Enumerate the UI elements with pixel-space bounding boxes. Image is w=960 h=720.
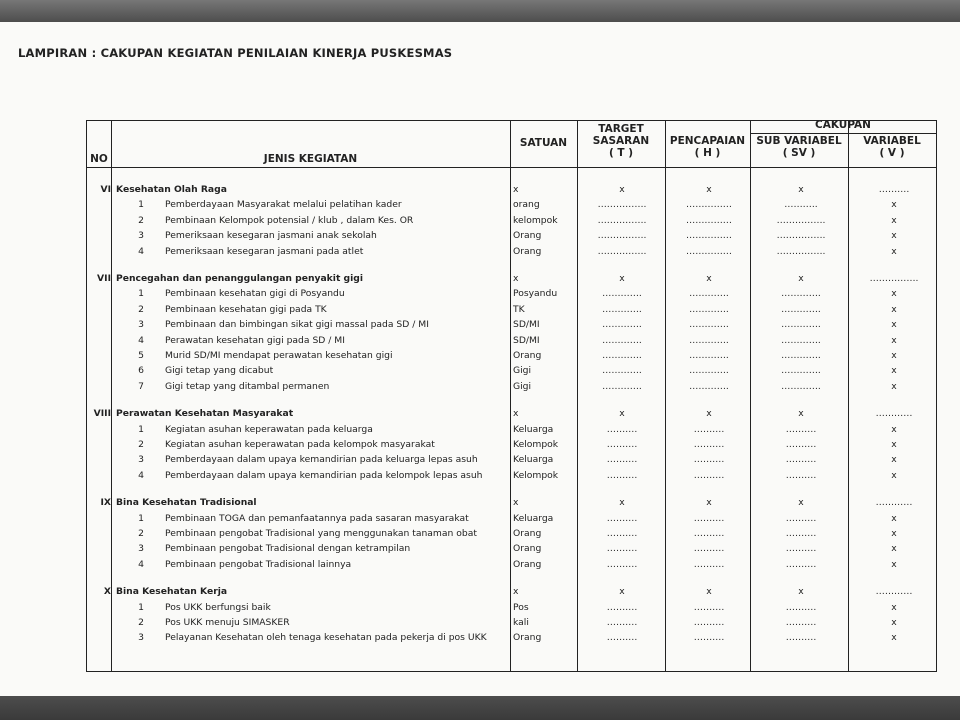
table-row [87, 317, 936, 332]
table-row [87, 452, 936, 467]
row-pencapaian: ………. [693, 423, 725, 435]
row-variabel: x [891, 439, 897, 450]
row-satuan: Kelompok [513, 469, 559, 481]
row-satuan: Orang [513, 632, 542, 644]
group-row [87, 584, 936, 599]
header-variabel [848, 135, 936, 159]
row-activity-name: Perawatan kesehatan gigi pada SD / MI [165, 334, 345, 346]
row-satuan: Keluarga [513, 512, 554, 524]
row-satuan: x [513, 273, 519, 284]
row-satuan: orang [513, 199, 540, 211]
header-target-line1: TARGET [598, 123, 644, 135]
row-pencapaian: ………. [693, 617, 725, 628]
row-target: …………. [602, 303, 642, 315]
row-variabel: ………… [875, 408, 913, 420]
row-variabel: x [891, 454, 897, 466]
row-variabel: x [891, 543, 897, 555]
row-activity-name: Gigi tetap yang ditambal permanen [165, 380, 330, 392]
row-satuan: Orang [513, 245, 542, 257]
table-row [87, 379, 936, 394]
row-sub-variabel: …………. [781, 303, 821, 315]
row-pencapaian: ………. [693, 439, 725, 450]
row-sub-variabel: x [798, 273, 804, 284]
row-target: ………. [606, 439, 638, 450]
row-pencapaian: …………. [689, 334, 729, 346]
row-activity-name: Kegiatan asuhan keperawatan pada kelompok masyarakat [165, 439, 435, 450]
row-sub-variabel: ………. [785, 512, 817, 524]
row-item-number: 3 [138, 319, 144, 331]
row-sub-variabel: ………. [785, 558, 817, 570]
row-target: x [619, 408, 625, 420]
table-row [87, 333, 936, 348]
row-variabel: ………… [875, 586, 913, 598]
row-pencapaian: ………. [693, 558, 725, 570]
row-activity-name: Pos UKK berfungsi baik [165, 601, 271, 613]
row-pencapaian: ………. [693, 543, 725, 555]
row-variabel: x [891, 558, 897, 570]
row-target: ……………. [597, 245, 647, 257]
table-row [87, 302, 936, 317]
row-sub-variabel: ………. [785, 423, 817, 435]
row-target: x [619, 184, 625, 195]
row-pencapaian: ………. [693, 454, 725, 466]
row-sub-variabel: …………. [781, 365, 821, 377]
header-v-line1: VARIABEL [863, 135, 921, 147]
row-variabel: x [891, 512, 897, 524]
row-pencapaian: x [706, 184, 712, 195]
row-no: VIII [93, 408, 111, 420]
row-sub-variabel: ……………. [776, 230, 826, 242]
row-activity-name: Kesehatan Olah Raga [116, 184, 227, 195]
row-satuan: Pos [513, 601, 529, 613]
row-item-number: 4 [138, 245, 144, 257]
header-target-line2: SASARAN [592, 135, 650, 147]
table-row [87, 348, 936, 363]
row-satuan: x [513, 408, 519, 420]
row-target: …………. [602, 288, 642, 300]
row-activity-name: Pembinaan pengobat Tradisional lainnya [165, 558, 352, 570]
row-item-number: 5 [138, 350, 144, 361]
row-target: ………. [606, 632, 638, 644]
row-satuan: SD/MI [513, 334, 540, 346]
table-row [87, 363, 936, 378]
row-sub-variabel: ………. [785, 543, 817, 555]
row-variabel: x [891, 245, 897, 257]
row-satuan: Orang [513, 350, 542, 361]
row-pencapaian: ………. [693, 632, 725, 644]
row-item-number: 1 [138, 512, 144, 524]
row-variabel: x [891, 199, 897, 211]
row-target: ………. [606, 528, 638, 539]
row-activity-name: Pemberdayaan dalam upaya kemandirian pada keluarga lepas asuh [165, 454, 478, 466]
row-target: …………. [602, 380, 642, 392]
row-target: ………. [606, 558, 638, 570]
header-target-line3: ( T ) [608, 147, 634, 159]
row-item-number: 4 [138, 334, 144, 346]
row-no: VI [100, 184, 111, 195]
table-row [87, 286, 936, 301]
table-row [87, 541, 936, 556]
row-activity-name: Kegiatan asuhan keperawatan pada keluarga [165, 423, 373, 435]
slide-top-bar [0, 0, 960, 22]
row-variabel: x [891, 601, 897, 613]
row-pencapaian: …………… [686, 214, 732, 226]
row-item-number: 1 [138, 199, 144, 211]
row-activity-name: Bina Kesehatan Tradisional [116, 497, 257, 509]
row-sub-variabel: ……………. [776, 214, 826, 226]
table-row [87, 244, 936, 259]
row-item-number: 2 [138, 214, 144, 226]
table-row [87, 600, 936, 615]
row-sub-variabel: x [798, 586, 804, 598]
row-target: ………. [606, 454, 638, 466]
row-activity-name: Pembinaan kesehatan gigi di Posyandu [165, 288, 345, 300]
row-satuan: Orang [513, 543, 542, 555]
row-sub-variabel: x [798, 497, 804, 509]
row-item-number: 2 [138, 303, 144, 315]
row-activity-name: Gigi tetap yang dicabut [165, 365, 274, 377]
header-bottom-line [87, 167, 936, 168]
table-row [87, 213, 936, 228]
row-item-number: 1 [138, 423, 144, 435]
row-activity-name: Pembinaan pengobat Tradisional yang menggunakan tanaman obat [165, 528, 477, 539]
row-satuan: Keluarga [513, 454, 554, 466]
row-sub-variabel: ………. [785, 439, 817, 450]
row-activity-name: Pembinaan pengobat Tradisional dengan ketrampilan [165, 543, 411, 555]
row-pencapaian: …………. [689, 303, 729, 315]
header-target [577, 123, 665, 159]
row-activity-name: Pencegahan dan penanggulangan penyakit gigi [116, 273, 363, 284]
row-variabel: x [891, 334, 897, 346]
row-pencapaian: ………. [693, 469, 725, 481]
row-variabel: x [891, 365, 897, 377]
table-row [87, 422, 936, 437]
row-variabel: x [891, 617, 897, 628]
row-target: ……………. [597, 230, 647, 242]
row-sub-variabel: x [798, 408, 804, 420]
row-activity-name: Pemeriksaan kesegaran jasmani pada atlet [165, 245, 364, 257]
row-satuan: kali [513, 617, 529, 628]
row-satuan: Orang [513, 528, 542, 539]
row-activity-name: Pelayanan Kesehatan oleh tenaga kesehatan pada pekerja di pos UKK [165, 632, 487, 644]
table-row [87, 511, 936, 526]
table-row [87, 615, 936, 630]
row-item-number: 1 [138, 601, 144, 613]
slide-bottom-bar [0, 696, 960, 720]
group-row [87, 271, 936, 286]
row-target: …………. [602, 334, 642, 346]
activity-table [86, 120, 937, 672]
row-activity-name: Pemeriksaan kesegaran jasmani anak sekolah [165, 230, 377, 242]
row-target: ………. [606, 423, 638, 435]
row-activity-name: Pembinaan Kelompok potensial / klub , dalam Kes. OR [165, 214, 414, 226]
row-variabel: ………… [875, 497, 913, 509]
row-pencapaian: ………. [693, 512, 725, 524]
row-pencapaian: x [706, 586, 712, 598]
row-item-number: 2 [138, 528, 144, 539]
row-target: ………. [606, 543, 638, 555]
row-target: x [619, 497, 625, 509]
row-item-number: 3 [138, 230, 144, 242]
header-sv-line2: ( SV ) [782, 147, 816, 159]
row-activity-name: Pemberdayaan dalam upaya kemandirian pada kelompok lepas asuh [165, 469, 483, 481]
row-pencapaian: x [706, 497, 712, 509]
row-pencapaian: x [706, 273, 712, 284]
row-sub-variabel: ……………. [776, 245, 826, 257]
table-row [87, 468, 936, 483]
header-pencapaian-line1: PENCAPAIAN [669, 135, 746, 147]
row-target: …………. [602, 319, 642, 331]
header-satuan: SATUAN [519, 137, 568, 149]
row-satuan: Posyandu [513, 288, 558, 300]
row-satuan: x [513, 497, 519, 509]
row-item-number: 4 [138, 558, 144, 570]
header-sv-line1: SUB VARIABEL [756, 135, 842, 147]
row-variabel: x [891, 288, 897, 300]
row-target: …………. [602, 365, 642, 377]
row-pencapaian: ………. [693, 601, 725, 613]
row-pencapaian: …………… [686, 199, 732, 211]
row-activity-name: Bina Kesehatan Kerja [116, 586, 228, 598]
row-satuan: TK [513, 303, 525, 315]
row-sub-variabel: …………. [781, 288, 821, 300]
row-satuan: x [513, 586, 519, 598]
row-satuan: Orang [513, 558, 542, 570]
row-sub-variabel: …………. [781, 319, 821, 331]
row-activity-name: Pembinaan dan bimbingan sikat gigi massal pada SD / MI [165, 319, 429, 331]
row-no: IX [100, 497, 111, 509]
row-satuan: Keluarga [513, 423, 554, 435]
row-variabel: ………. [878, 184, 910, 195]
row-sub-variabel: ………. [785, 632, 817, 644]
row-satuan: Orang [513, 230, 542, 242]
row-activity-name: Pembinaan TOGA dan pemanfaatannya pada sasaran masyarakat [165, 512, 469, 524]
row-pencapaian: …………. [689, 288, 729, 300]
row-sub-variabel: …………. [781, 334, 821, 346]
row-item-number: 2 [138, 617, 144, 628]
row-target: …………. [602, 350, 642, 361]
row-satuan: x [513, 184, 519, 195]
row-pencapaian: …………. [689, 380, 729, 392]
row-activity-name: Pemberdayaan Masyarakat melalui pelatihan kader [165, 199, 402, 211]
row-pencapaian: …………… [686, 230, 732, 242]
row-variabel: ……………. [869, 273, 919, 284]
header-pencapaian-line2: ( H ) [694, 147, 721, 159]
row-sub-variabel: …………. [781, 380, 821, 392]
row-sub-variabel: ……….. [784, 199, 818, 211]
row-item-number: 6 [138, 365, 144, 377]
header-sub-variabel [750, 135, 848, 159]
row-target: x [619, 586, 625, 598]
header-jenis-kegiatan: JENIS KEGIATAN [263, 153, 358, 165]
row-activity-name: Pos UKK menuju SIMASKER [165, 617, 290, 628]
row-sub-variabel: …………. [781, 350, 821, 361]
row-variabel: x [891, 469, 897, 481]
row-target: ………. [606, 512, 638, 524]
row-satuan: Gigi [513, 380, 532, 392]
row-target: ………. [606, 617, 638, 628]
page-title: LAMPIRAN : CAKUPAN KEGIATAN PENILAIAN KINERJA PUSKESMAS [18, 46, 453, 60]
row-no: VII [97, 273, 111, 284]
table-row [87, 526, 936, 541]
row-sub-variabel: ………. [785, 601, 817, 613]
row-variabel: x [891, 380, 897, 392]
row-pencapaian: …………. [689, 365, 729, 377]
row-sub-variabel: x [798, 184, 804, 195]
row-target: ……………. [597, 199, 647, 211]
row-variabel: x [891, 632, 897, 644]
row-variabel: x [891, 528, 897, 539]
row-target: ………. [606, 469, 638, 481]
row-variabel: x [891, 230, 897, 242]
header-no: NO [90, 153, 108, 165]
row-item-number: 3 [138, 632, 144, 644]
row-variabel: x [891, 214, 897, 226]
row-target: ………. [606, 601, 638, 613]
table-row [87, 437, 936, 452]
row-no: X [103, 586, 111, 598]
group-row [87, 495, 936, 510]
row-sub-variabel: ………. [785, 454, 817, 466]
row-pencapaian: …………. [689, 350, 729, 361]
header-v-line2: ( V ) [879, 147, 905, 159]
row-sub-variabel: ………. [785, 617, 817, 628]
row-variabel: x [891, 350, 897, 361]
row-item-number: 7 [138, 380, 144, 392]
row-pencapaian: ………. [693, 528, 725, 539]
row-variabel: x [891, 303, 897, 315]
row-pencapaian: x [706, 408, 712, 420]
table-row [87, 228, 936, 243]
row-satuan: kelompok [513, 214, 558, 226]
table-row [87, 557, 936, 572]
row-sub-variabel: ………. [785, 469, 817, 481]
row-variabel: x [891, 423, 897, 435]
row-variabel: x [891, 319, 897, 331]
table-row [87, 197, 936, 212]
row-item-number: 4 [138, 469, 144, 481]
row-activity-name: Murid SD/MI mendapat perawatan kesehatan gigi [165, 350, 393, 361]
group-row [87, 182, 936, 197]
row-satuan: SD/MI [513, 319, 540, 331]
row-pencapaian: …………. [689, 319, 729, 331]
row-activity-name: Perawatan Kesehatan Masyarakat [116, 408, 294, 420]
row-item-number: 3 [138, 543, 144, 555]
header-cakupan: CAKUPAN [815, 119, 871, 131]
group-row [87, 406, 936, 421]
row-pencapaian: …………… [686, 245, 732, 257]
row-activity-name: Pembinaan kesehatan gigi pada TK [165, 303, 327, 315]
row-target: x [619, 273, 625, 284]
row-satuan: Kelompok [513, 439, 559, 450]
row-target: ……………. [597, 214, 647, 226]
table-row [87, 630, 936, 645]
row-item-number: 2 [138, 439, 144, 450]
row-sub-variabel: ………. [785, 528, 817, 539]
row-item-number: 3 [138, 454, 144, 466]
row-item-number: 1 [138, 288, 144, 300]
row-satuan: Gigi [513, 365, 532, 377]
header-pencapaian [665, 135, 750, 159]
